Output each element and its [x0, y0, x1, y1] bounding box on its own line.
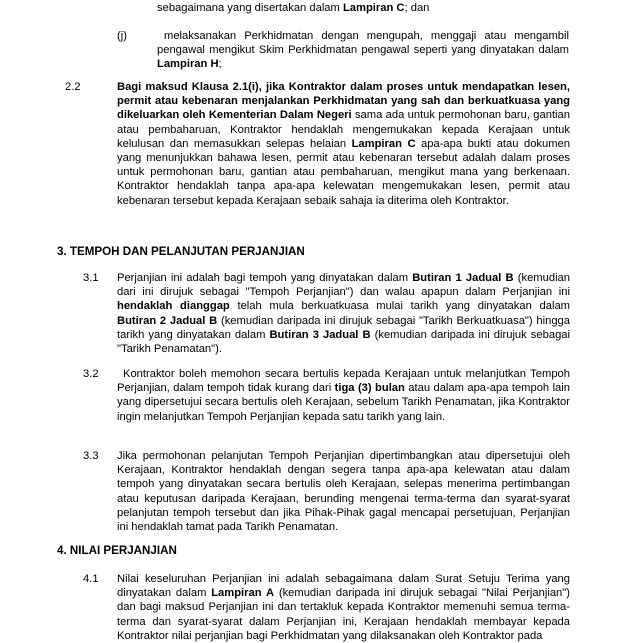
clause-3-2-number: 3.2 — [83, 368, 99, 380]
section-3-heading: 3. TEMPOH DAN PELANJUTAN PERJANJIAN — [57, 245, 305, 258]
clause-4-1-number: 4.1 — [83, 573, 99, 585]
section-4-heading: 4. NILAI PERJANJIAN — [57, 544, 177, 557]
clause-3-2-text: Kontraktor boleh memohon secara bertulis kepada Kerajaan untuk melanjutkan Tempoh Perjanjian, dalam tempoh tidak kurang dari tiga (3) bulan atau dalam apa-apa tempoh lain yang dipersetujui secara bertulis oleh Kerajaan, sebelum Tarikh Penamatan, jika Kontraktor ingin melanjutkan Tempoh Perjanjian kepada satu tarikh yang lain. — [117, 368, 570, 423]
clause-4-1-text: Nilai keseluruhan Perjanjian ini adalah sebagaimana dalam Surat Setuju Terima yang dinyatakan dalam Lampiran A (kemudian daripada ini dirujuk sebagai "Nilai Perjanjian") dan bagi maksud Perjanjian ini dan tertakluk kepada Kontraktor memenuhi semua terma-terma dan syarat-syarat dalam Perjanjian ini, Kerajaan hendaklah membayar kepada Kontraktor nilai perjanjian bagi Perkhidmatan yang dilaksanakan oleh Kontraktor pada — [117, 573, 570, 642]
clause-3-3-text: Jika permohonan pelanjutan Tempoh Perjanjian dipertimbangkan atau dipersetujui oleh Kerajaan, Kontraktor hendaklah dengan segera tanpa apa-apa kelewatan atau dalam tempoh yang dinyatakan secara bertulis oleh Kerajaan, selepas menerima pertimbangan atau keputusan daripada Kerajaan, berunding mengenai terma-terma dan syarat-syarat pelanjutan tempoh tersebut dan jika Pihak-Pihak gagal mencapai persetujuan, Perjanjian ini hendaklah tamat pada Tarikh Penamatan. — [117, 450, 570, 534]
clause-3-1-number: 3.1 — [83, 272, 99, 284]
item-j-text: melaksanakan Perkhidmatan dengan mengupah, menggaji atau mengambil pengawal mengikut Skim Perkhidmatan pengawal seperti yang dinyatakan dalam Lampiran H; — [157, 30, 569, 71]
clause-2-2-text: Bagi maksud Klausa 2.1(i), jika Kontraktor dalam proses untuk mendapatkan lesen, permit atau kebenaran menjalankan Perkhidmatan yang sah dan berkuatkuasa yang dikeluarkan oleh Kementerian Dalam Negeri sama ada untuk permohonan baru, gantian atau pembaharuan, Kontraktor hendaklah mengemukakan kepada Kerajaan untuk kelulusan dan memasukkan selepas helaian Lampiran C apa-apa bukti atau dokumen yang menunjukkan bahawa lesen, permit atau kebenaran tersebut adalah dalam proses untuk permohonan baru, gantian atau pembaharuan, mengikut mana yang berkenaan. Kontraktor hendaklah tanpa apa-apa kelewatan mengemukakan lesen, permit atau kebenaran tersebut kepada Kerajaan sebaik sahaja ia diterima oleh Kontraktor. — [117, 81, 570, 207]
clause-3-3-number: 3.3 — [83, 450, 99, 462]
clause-3-1-text: Perjanjian ini adalah bagi tempoh yang dinyatakan dalam Butiran 1 Jadual B (kemudian dari ini dirujuk sebagai "Tempoh Perjanjian") dan walau apapun dalam Perjanjian ini hendaklah dianggap telah mula berkuatkuasa mulai tarikh yang dinyatakan dalam Butiran 2 Jadual B (kemudian daripada ini dirujuk sebagai "Tarikh Berkuatkuasa") hingga tarikh yang dinyatakan dalam Butiran 3 Jadual B (kemudian daripada ini dirujuk sebagai "Tarikh Penamatan"). — [117, 272, 570, 356]
item-i-tail: sebagaimana yang disertakan dalam Lampiran C; dan — [157, 2, 430, 14]
item-j-number: (j) — [117, 30, 127, 42]
clause-2-2-number: 2.2 — [65, 81, 81, 93]
